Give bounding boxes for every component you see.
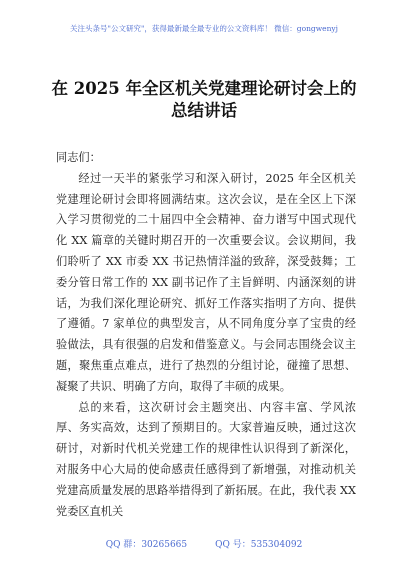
document-title-line-2: 总结讲话 — [171, 101, 237, 120]
document-body — [56, 148, 356, 522]
qq-number: QQ 号：535304092 — [215, 540, 303, 550]
footer-contact — [0, 537, 408, 550]
document-title-line-1: 在 2025 年全区机关党建理论研讨会上的 — [51, 79, 357, 98]
qq-group-number: QQ 群：30265665 — [105, 540, 188, 550]
document-title — [20, 78, 388, 122]
body-paragraph: 总的来看，这次研讨会主题突出、内容丰富、学风浓厚、务实高效，达到了预期目的。大家普遍反映，通过这次研讨，对新时代机关党建工作的规律性认识得到了新深化，对服务中心大局的使命感责任感得到了新增强，对推动机关党建高质量发展的思路举措得到了新拓展。在此，我代表 XX 党委区直机关 — [56, 400, 356, 518]
body-paragraph: 经过一天半的紧张学习和深入研讨，2025 年全区机关党建理论研讨会即将圆满结束。这次会议，是在全区上下深入学习贯彻党的二十届四中全会精神、奋力谱写中国式现代化 XX 篇章的关键时期召开的一次重要会议。会议期间，我们聆听了 XX 市委 XX 书记热情洋溢的致辞，深受鼓舞；工委分管日常工作的 XX 副书记作了主旨鲜明、内涵深刻的讲话，为我们深化理论研究、抓好工作落实指明了方向、提供了遵循。7 家单位的典型发言，从不同角度分享了宝贵的经验做法，具有很强的启发和借鉴意义。与会同志围绕会议主题，聚焦重点难点，进行了热烈的分组讨论，碰撞了思想、凝聚了共识、明确了方向，取得了丰硕的成果。 — [56, 171, 356, 393]
salutation: 同志们： — [56, 151, 101, 164]
header-notice: 关注头条号"公文研究"，获得最新最全最专业的公文资料库！ 微信：gongwenyj — [70, 24, 338, 33]
